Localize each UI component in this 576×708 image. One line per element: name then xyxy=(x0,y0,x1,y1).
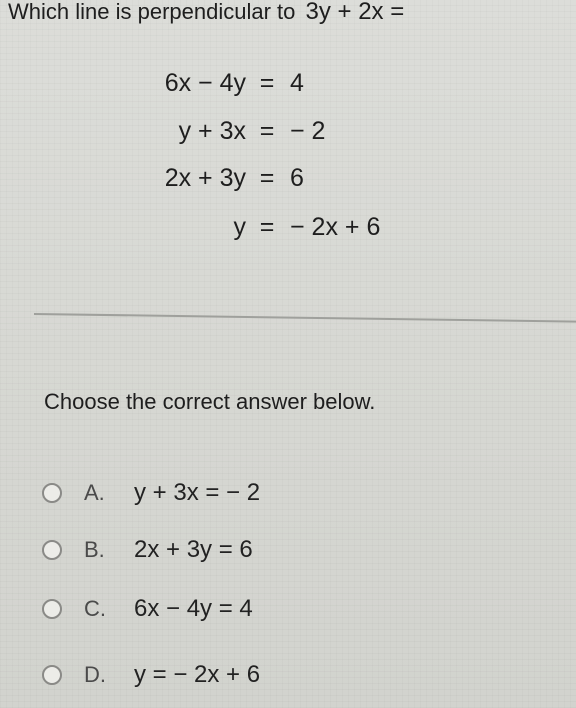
option-c[interactable] xyxy=(42,594,253,624)
option-letter: B. xyxy=(84,537,105,562)
equation-lhs: y xyxy=(233,213,246,241)
question-label: Which line is perpendicular to xyxy=(8,0,296,24)
section-divider xyxy=(34,313,576,323)
equation-rhs: 6 xyxy=(290,164,304,192)
option-expression: 6x − 4y = 4 xyxy=(134,595,253,622)
answer-prompt: Choose the correct answer below. xyxy=(44,389,376,414)
radio-button-icon[interactable] xyxy=(42,599,62,619)
equation-lhs: 2x + 3y xyxy=(164,164,246,192)
option-letter: C. xyxy=(84,596,106,621)
option-d[interactable] xyxy=(42,660,260,690)
question-expression: 3y + 2x = xyxy=(305,0,405,25)
option-b[interactable] xyxy=(42,535,253,565)
option-letter: D. xyxy=(84,662,106,687)
option-a[interactable] xyxy=(42,478,260,508)
option-expression: 2x + 3y = 6 xyxy=(134,536,253,563)
option-letter: A. xyxy=(84,480,105,505)
option-expression: y = − 2x + 6 xyxy=(134,661,261,688)
radio-button-icon[interactable] xyxy=(42,483,62,503)
equation-rhs: − 2x + 6 xyxy=(290,213,381,241)
option-expression: y + 3x = − 2 xyxy=(134,479,261,506)
equation-rhs: − 2 xyxy=(290,117,326,145)
equation-row xyxy=(0,163,576,193)
equation-equals: = xyxy=(259,213,275,241)
equation-equals: = xyxy=(259,69,275,97)
equation-equals: = xyxy=(259,164,275,192)
equation-lhs: y + 3x xyxy=(178,117,246,145)
radio-button-icon[interactable] xyxy=(42,665,62,685)
equation-row xyxy=(0,68,576,98)
question-text xyxy=(8,0,404,26)
equation-lhs: 6x − 4y xyxy=(164,69,246,97)
equation-rhs: 4 xyxy=(290,69,304,97)
radio-button-icon[interactable] xyxy=(42,540,62,560)
equation-row xyxy=(0,116,576,146)
equation-equals: = xyxy=(259,117,275,145)
equation-row xyxy=(0,212,576,242)
